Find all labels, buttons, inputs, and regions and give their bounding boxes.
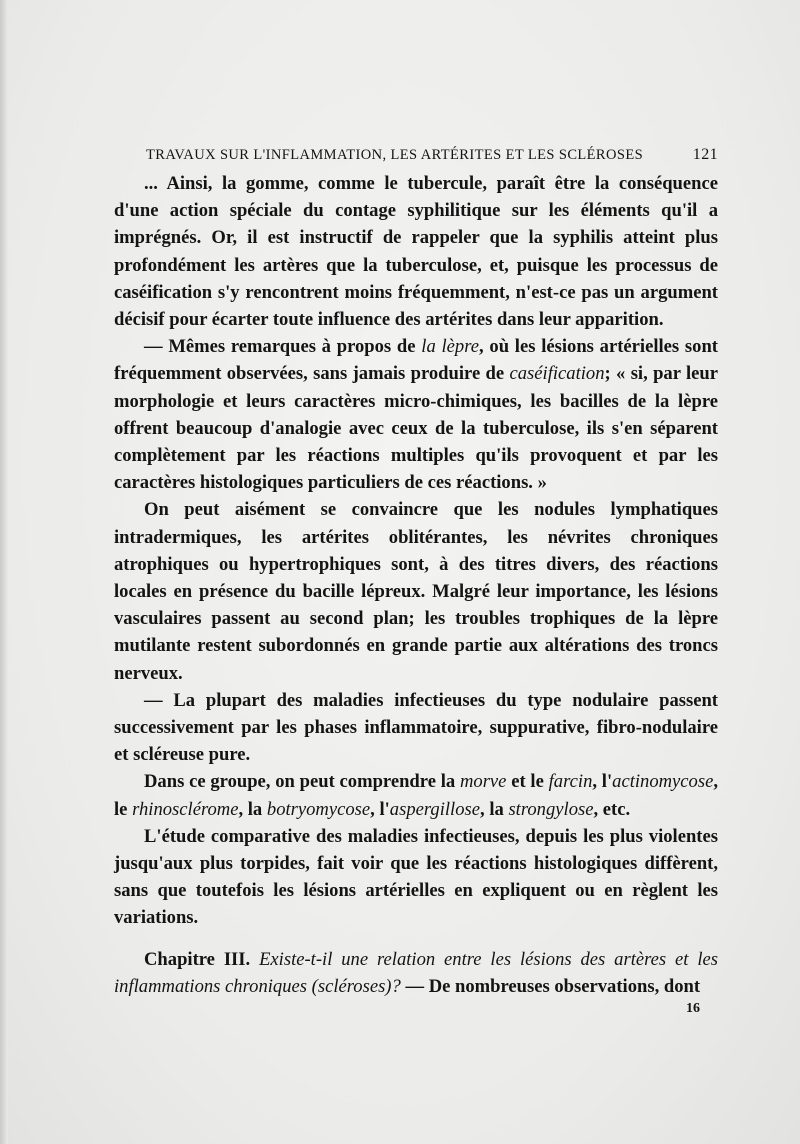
- term-morve: morve: [459, 771, 507, 793]
- groupe-text-e: , la: [238, 798, 267, 820]
- groupe-text-d: , le: [114, 771, 718, 820]
- term-botryomycose: botryomycose: [266, 798, 371, 820]
- lepre-term: la lèpre: [421, 336, 480, 358]
- paragraph-syphilis: ... Ainsi, la gomme, comme le tubercule, paraît être la conséquence d'une action spéciale du contage syphilitique sur les éléments qu'il a imprégnés. Or, il est instructif de rappeler que la syphilis atteint plus profondément les artères que la tuberculose, et, puisque les processus de caséification s'y rencontrent moins fréquemment, n'est-ce pas un argument décisif pour écarter toute influence des artérites dans leur apparition.: [114, 173, 718, 331]
- term-actinomycose: actinomycose: [612, 771, 714, 793]
- paragraph-etude-comparative: L'étude comparative des maladies infectieuses, depuis les plus violentes jusqu'aux plus torpides, fait voir que les réactions histologiques diffèrent, sans que toutefois les lésions artérielles en expliquent ou en règlent les variations.: [114, 825, 718, 929]
- running-head: [146, 146, 718, 164]
- term-rhinosclerome: rhinosclérome: [132, 798, 239, 820]
- groupe-text-h: , etc.: [593, 798, 631, 820]
- groupe-text-a: Dans ce groupe, on peut comprendre la: [144, 771, 460, 793]
- term-aspergillose: aspergillose: [389, 798, 481, 820]
- lepre-text-c: , où les lésions artérielles sont fréquemment observées, sans jamais produire de: [114, 336, 718, 385]
- paragraph-lepre: [114, 333, 718, 496]
- groupe-text-g: , la: [480, 798, 509, 820]
- paragraph-nodules: On peut aisément se convaincre que les nodules lymphatiques intradermiques, les artérites oblitérantes, les névrites chroniques atrophiques ou hypertrophiques sont, à des titres divers, des réactions locales en présence du bacille lépreux. Malgré leur importance, les lésions vasculaires passent au second plan; les troubles trophiques de la lèpre mutilante restent subordonnés en grande partie aux altérations des troncs nerveux.: [114, 499, 718, 684]
- groupe-text-b: et le: [506, 771, 549, 793]
- term-farcin: farcin: [548, 771, 593, 793]
- chapter-section: [114, 946, 718, 1000]
- running-title: TRAVAUX SUR L'INFLAMMATION, LES ARTÉRITES ET LES SCLÉROSES: [146, 147, 644, 163]
- page-binding-edge: [0, 0, 8, 1144]
- signature-mark: 16: [686, 1001, 700, 1016]
- groupe-text-c: , l': [592, 771, 613, 793]
- body-text: [114, 170, 718, 932]
- lepre-text-a: — Mêmes remarques à propos de: [144, 336, 422, 358]
- groupe-text-f: , l': [370, 798, 390, 820]
- caseification-term: caséification: [509, 363, 605, 385]
- paragraph-maladies-nodulaires: — La plupart des maladies infectieuses du type nodulaire passent successivement par les phases inflammatoire, suppurative, fibro-nodulaire et scléreuse pure.: [114, 689, 718, 766]
- term-strongylose: strongylose: [508, 798, 594, 820]
- chapter-continuation: — De nombreuses observations, dont: [400, 976, 701, 998]
- lepre-text-e: ; « si, par leur morphologie et leurs caractères micro-chimiques, les bacilles de la lèpre offrent beaucoup d'analogie avec ceux de la tuberculose, ils s'en séparent complètement par les réactions multiples qu'ils provoquent et par les caractères histologiques particuliers de ces réactions. »: [114, 363, 719, 494]
- paragraph-groupe: [114, 768, 718, 822]
- chapter-label: Chapitre III.: [144, 949, 251, 970]
- page-number: 121: [692, 146, 718, 163]
- chapter-paragraph: [114, 946, 718, 1000]
- chapter-question: Existe-t-il une relation entre les lésions des artères et les inflammations chroniques (scléroses)?: [114, 949, 718, 998]
